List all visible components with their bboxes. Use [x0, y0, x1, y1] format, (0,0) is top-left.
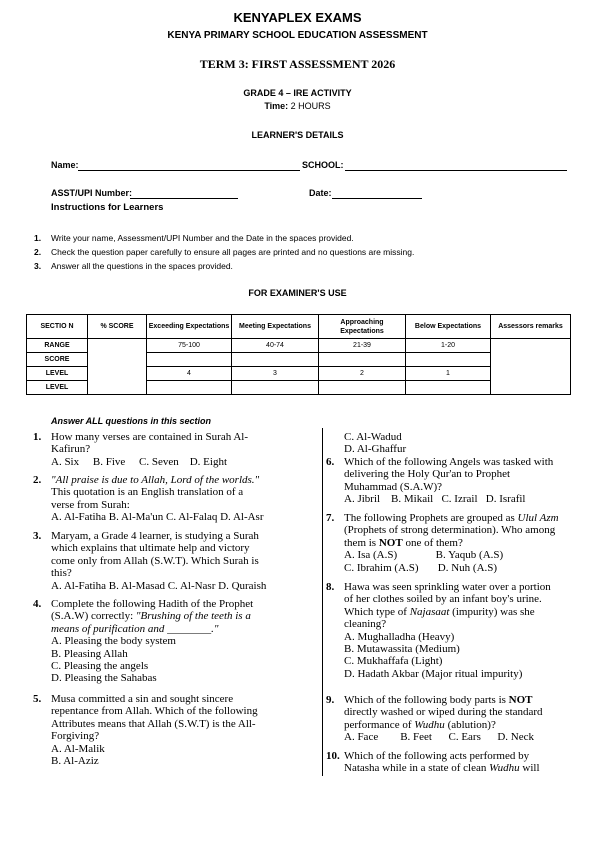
asst-upi-field[interactable] — [130, 198, 238, 199]
school-field[interactable] — [345, 170, 567, 171]
time-value: 2 HOURS — [290, 101, 331, 111]
range-meeting: 40-74 — [232, 339, 319, 353]
option-c: C. Al-Wadud — [344, 431, 402, 443]
score-entry[interactable] — [319, 353, 406, 367]
header-below: Below Expectations — [406, 315, 491, 339]
range-exceeding: 75-100 — [147, 339, 232, 353]
option-d: D. Al-Ghaffur — [344, 443, 407, 456]
header-meeting: Meeting Expectations — [232, 315, 319, 339]
examiner-table — [26, 314, 571, 395]
level-approaching: 2 — [319, 367, 406, 381]
options: A. Al-Fatiha B. Al-Ma'un C. Al-Falaq D. Al-Asr — [51, 511, 264, 524]
date-field[interactable] — [332, 198, 422, 199]
name-label: Name: — [51, 160, 79, 170]
score-entry[interactable] — [406, 353, 491, 367]
school-label: SCHOOL: — [302, 160, 344, 170]
instruction-item: 3. Answer all the questions in the spaces provided. — [34, 261, 233, 271]
question-5-continued — [344, 431, 584, 456]
level-entry[interactable] — [232, 381, 319, 395]
level-meeting: 3 — [232, 367, 319, 381]
row-label-score: SCORE — [27, 353, 88, 367]
option-b: B. Pleasing Allah — [51, 647, 128, 660]
score-cell[interactable] — [88, 339, 147, 395]
options: A. Face B. Feet C. Ears D. Neck — [344, 731, 535, 744]
learner-details-heading: LEARNER'S DETAILS — [251, 130, 344, 140]
level-entry[interactable] — [147, 381, 232, 395]
section-instruction: Answer ALL questions in this section — [51, 416, 212, 426]
asst-upi-label: ASST/UPI Number: — [51, 188, 133, 198]
name-field[interactable] — [78, 170, 300, 171]
score-entry[interactable] — [232, 353, 319, 367]
header-remarks: Assessors remarks — [491, 315, 571, 339]
options: A. Jibril B. Mikail C. Izrail D. Israfil — [344, 493, 526, 506]
options-row-1: A. Isa (A.S) B. Yaqub (A.S) — [344, 549, 504, 562]
level-exceeding: 4 — [147, 367, 232, 381]
level-entry[interactable] — [319, 381, 406, 395]
row-label-level: LEVEL — [27, 367, 88, 381]
option-a: A. Al-Malik — [51, 742, 105, 755]
options: A. Al-Fatiha B. Al-Masad C. Al-Nasr D. Quraish — [51, 579, 267, 592]
time-line — [0, 101, 595, 111]
option-c: C. Mukhaffafa (Light) — [344, 655, 443, 668]
term-title: TERM 3: FIRST ASSESSMENT 2026 — [199, 57, 396, 71]
range-approaching: 21-39 — [319, 339, 406, 353]
option-a: A. Mughalladha (Heavy) — [344, 630, 455, 643]
option-c: C. Pleasing the angels — [51, 660, 149, 673]
header-exceeding: Exceeding Expectations — [147, 315, 232, 339]
option-d: D. Hadath Akbar (Major ritual impurity) — [344, 667, 523, 680]
level-entry[interactable] — [406, 381, 491, 395]
option-b: B. Mutawassita (Medium) — [344, 643, 460, 656]
instructions-title: Instructions for Learners — [51, 202, 164, 213]
instruction-item: 2. Check the question paper carefully to ensure all pages are printed and no questions are missing. — [34, 247, 415, 257]
score-entry[interactable] — [147, 353, 232, 367]
header-approaching: Approaching Expectations — [319, 315, 406, 339]
range-below: 1-20 — [406, 339, 491, 353]
header-section: SECTIO N — [27, 315, 88, 339]
grade-subject: GRADE 4 – IRE ACTIVITY — [243, 88, 352, 98]
remarks-cell[interactable] — [491, 339, 571, 395]
date-label: Date: — [309, 188, 332, 198]
options: A. Six B. Five C. Seven D. Eight — [51, 455, 228, 468]
option-b: B. Al-Aziz — [51, 755, 99, 768]
level-below: 1 — [406, 367, 491, 381]
row-label-level-2: LEVEL — [27, 381, 88, 395]
examiner-use-heading: FOR EXAMINER'S USE — [248, 288, 347, 298]
instructions-list — [34, 231, 414, 273]
option-a: A. Pleasing the body system — [51, 635, 176, 648]
row-label-range: RANGE — [27, 339, 88, 353]
time-label: Time: — [264, 101, 289, 111]
option-d: D. Pleasing the Sahabas — [51, 672, 157, 685]
options-row-2: C. Ibrahim (A.S) D. Nuh (A.S) — [344, 561, 498, 574]
instruction-item: 1. Write your name, Assessment/UPI Number and the Date in the spaces provided. — [34, 233, 354, 243]
assessment-title: KENYA PRIMARY SCHOOL EDUCATION ASSESSMENT — [167, 30, 428, 41]
exam-org-title: KENYAPLEX EXAMS — [233, 10, 362, 25]
header-score: % SCORE — [88, 315, 147, 339]
column-divider — [322, 428, 323, 776]
